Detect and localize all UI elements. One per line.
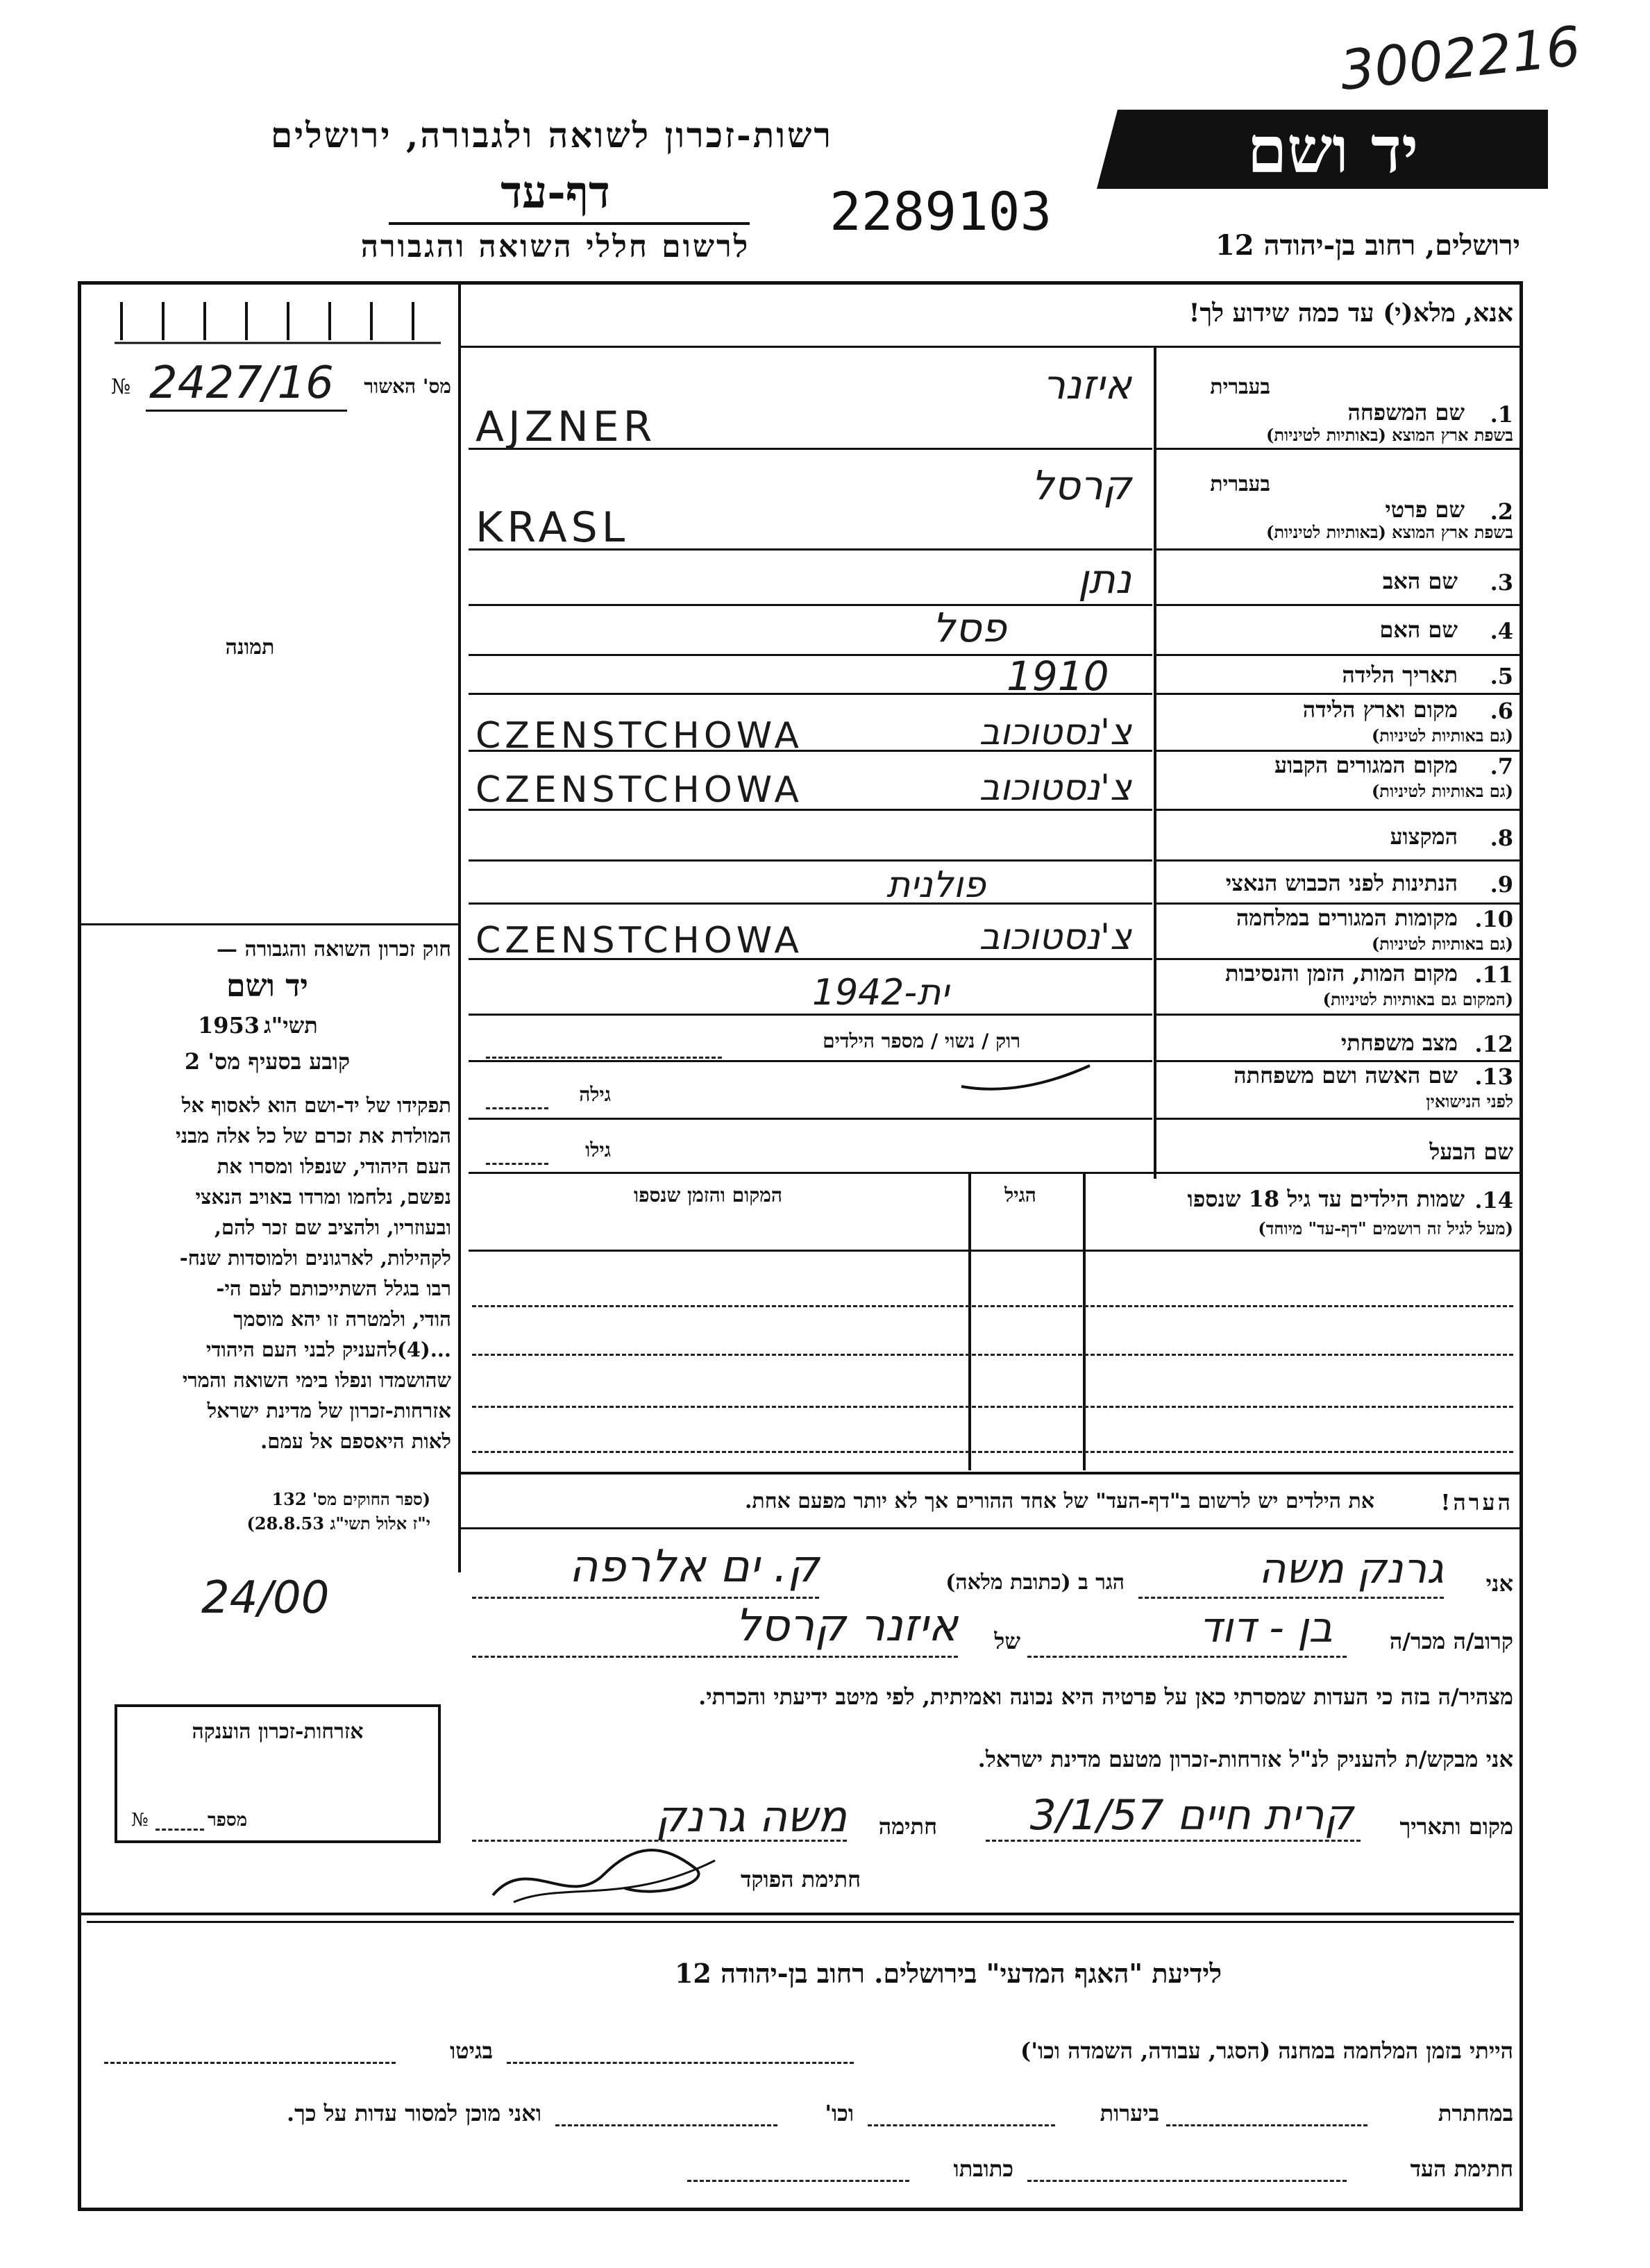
field-4-label: שם האם [1379,616,1458,643]
field-11-sub: (המקום גם באותיות לטיניות) [1322,989,1513,1009]
field-8-num: 8. [1490,825,1513,851]
field-10-sub: (גם באותיות לטיניות) [1371,934,1513,954]
decl-officer-label: חתימת הפוקד [741,1866,861,1892]
field-6-heb-value: צ'נסטוכוב [979,712,1131,753]
law-line: שהושמדו ונפלו בימי השואה והמרי [182,1368,451,1392]
husband-label: שם הבעל [1429,1139,1513,1165]
footer-attention: לידיעת "האגף המדעי" בירושלים. רחוב בן-יהודה 12 [674,1958,1222,1989]
form-number: 2289103 [830,180,1052,242]
field-13-num: 13. [1474,1064,1513,1090]
field-12-value: רוק / נשוי / מספר הילדים [823,1030,1020,1052]
field-11-value: 1942-ית [812,972,949,1014]
yad-vashem-logo [1097,104,1555,194]
decl-place-date-label: מקום ותאריך [1399,1813,1513,1840]
footer-ghetto: בגיטו [450,2038,493,2064]
field-7-latin-value: CZENSTCHOWA [475,769,803,811]
field-13-sub: לפני הנישואין [1426,1091,1513,1111]
field-12-mark [958,1055,1097,1097]
field-2-heb-value: קרסל [1031,462,1131,509]
decl-of-label: של [994,1628,1020,1654]
law-line: העם היהודי, שנפלו ומסרו את [217,1154,451,1178]
header-address: ירושלים, רחוב בן-יהודה 12 [1215,229,1520,262]
field-2-latin-value: KRASL [475,503,630,552]
field-4-value: פסל [932,604,1007,651]
field-11-label: מקום המות, הזמן והנסיבות [1224,960,1458,986]
children-col-age: הגיל [1004,1184,1036,1207]
form-subtitle: לרשום חללי השואה והגבורה [360,229,750,264]
officer-signature [486,1833,736,1916]
children-col-place: המקום והזמן שנספו [634,1184,782,1207]
field-7-num: 7. [1490,753,1513,780]
law-ref-2: י"ז אלול תשי"ג 28.8.53) [246,1513,430,1534]
children-num: 14. [1474,1187,1513,1213]
footer-address: כתובתו [953,2156,1013,2182]
field-3-num: 3. [1490,569,1513,596]
decl-request: אני מבקש/ת להעניק לנ"ל אזרחות-זכרון מטעם מדינת ישראל. [977,1746,1513,1772]
field-10-label: מקומות המגורים במלחמה [1236,905,1458,931]
children-label: שמות הילדים עד גיל 18 שנספו [1187,1186,1465,1212]
title-underline [389,222,750,225]
law-line: אזרחות-זכרון של מדינת ישראל [207,1399,451,1422]
field-1-latin-value: AJZNER [475,403,657,451]
field-10-heb-value: צ'נסטוכוב [979,916,1131,958]
decl-address-hand: ק. ים אלרפה [569,1541,819,1593]
decl-of-hand: איזנר קרסל [735,1600,958,1652]
decl-place-date-hand: קרית חיים 3/1/57 [1029,1791,1354,1840]
law-line: המולדת את זכרם של כל אלה מבני [176,1124,451,1148]
field-2-sub: בשפת ארץ המוצא (באותיות לטיניות) [1266,522,1513,542]
field-3-label: שם האב [1382,568,1458,594]
field-1-num: 1. [1490,401,1513,428]
note-label: הערה! [1440,1489,1513,1515]
decl-signature-hand: משה גרנק [655,1791,847,1842]
footer-witness-signature: חתימת העד [1410,2156,1513,2182]
decl-address-label: הגר ב (כתובת מלאה) [945,1570,1125,1595]
field-12-label: מצב משפחתי [1340,1030,1458,1056]
decl-ani: אני [1485,1570,1513,1597]
law-line: נפשם, נלחמו ומרדו באויב הנאצי [195,1185,451,1209]
intro-text: אנא, מלא(י) עד כמה שידוע לך! [1188,299,1513,328]
permit-no-sign: № [111,375,131,399]
decl-relative-label: קרוב/ה מכר/ה [1389,1628,1513,1654]
law-title: חוק זכרון השואה והגבורה — [217,937,451,961]
decl-statement: מצהיר/ה בזה כי העדות שמסרתי כאן על פרטיה היא נכונה ואמיתית, לפי מיטב ידיעתי והכרתי. [698,1683,1513,1710]
law-year-number: 1953 [198,1012,260,1039]
field-2-num: 2. [1490,498,1513,525]
field-10-latin-value: CZENSTCHOWA [475,920,803,961]
law-name: יד ושם [226,968,308,1004]
permit-number: 2427/16 [149,358,334,409]
field-10-num: 10. [1474,906,1513,932]
field-13-label: שם האשה ושם משפחתה [1234,1062,1458,1089]
citizenship-box [115,1704,441,1843]
law-line: ...(4)להעניק לבני העם היהודי [205,1338,451,1361]
law-line: ובעוזריו, ולהציב שם זכר להם, [214,1216,451,1239]
law-section: קובע בסעיף מס' 2 [184,1048,351,1075]
field-9-value: פולנית [886,864,986,906]
field-8-label: המקצוע [1390,823,1458,850]
husband-age-label: גילו [585,1139,611,1161]
decl-relation-hand: בן - דוד [1199,1604,1333,1652]
svg-text:יד ושם: יד ושם [1247,112,1419,187]
citizenship-box-no: № [131,1810,149,1831]
footer-underground: במחתרת [1438,2100,1513,2126]
footer-line1: הייתי בזמן המלחמה במחנה (הסגר, עבודה, השמדה וכו') [1020,2038,1513,2064]
field-6-label: מקום וארץ הלידה [1302,696,1458,723]
tick-marks [115,299,441,347]
field-11-num: 11. [1474,961,1513,988]
field-6-num: 6. [1490,698,1513,724]
law-line: לקהילות, לארגונים ולמוסדות שנח- [179,1246,451,1270]
law-line: לאות היאספם אל עמם. [260,1429,451,1453]
children-sub: (מעל לגיל זה רושמים "דף-עד" מיוחד) [1258,1218,1513,1238]
field-2-lang: בעברית [1210,472,1270,496]
field-12-num: 12. [1474,1031,1513,1057]
field-7-label: מקום המגורים הקבוע [1274,752,1458,778]
permit-label: מס' האשור [364,375,451,398]
handwritten-date: 24/00 [201,1572,330,1624]
field-1-heb-value: איזנר [1043,361,1131,408]
footer-ready: ואני מוכן למסור עדות על כך. [286,2100,541,2126]
footer-forests: ביערות [1100,2100,1159,2126]
field-7-sub: (גם באותיות לטיניות) [1371,781,1513,801]
field-7-heb-value: צ'נסטוכוב [979,767,1131,809]
field-2-label: שם פרטי [1385,496,1465,523]
institution-name: רשות-זכרון לשואה ולגבורה, ירושלים [270,115,833,156]
decl-signature-label: חתימה [878,1813,937,1840]
field-5-value: 1910 [1007,653,1109,700]
citizenship-box-title: אזרחות-זכרון הוענקה [192,1720,364,1744]
photo-label: תמונה [225,635,275,660]
archive-number: 3002216 [1337,15,1584,103]
field-9-num: 9. [1490,871,1513,898]
law-year-hebrew: תשי"ג [264,1012,318,1039]
field-6-sub: (גם באותיות לטיניות) [1371,725,1513,746]
law-line: תפקידו של יד-ושם הוא לאסוף אל [181,1093,451,1117]
wife-age-label: גילה [579,1083,611,1106]
law-line: הודי, ולמטרה זו יהא מוסמך [233,1307,451,1331]
note-text: את הילדים יש לרשום ב"דף-העד" של אחד ההורים אך לא יותר מפעם אחת. [744,1489,1374,1513]
decl-name-hand: גרנק משה [1258,1545,1444,1593]
footer-etc: וכו' [825,2100,854,2126]
field-6-latin-value: CZENSTCHOWA [475,715,803,757]
field-1-lang: בעברית [1210,375,1270,399]
field-1-label: שם המשפחה [1347,399,1465,426]
field-9-label: הנתינות לפני הכבוש הנאצי [1225,870,1458,896]
field-1-sub: בשפת ארץ המוצא (באותיות לטיניות) [1266,425,1513,445]
law-text [83,1090,451,1456]
law-ref-1: (ספר החוקים מס' 132 [271,1489,430,1509]
field-3-value: נתן [1077,555,1131,603]
field-4-num: 4. [1490,618,1513,644]
form-title: דף-עד [500,167,610,219]
field-5-num: 5. [1490,663,1513,689]
law-line: רבו בגלל השתייכותם לעם הי- [216,1277,451,1300]
citizenship-box-number: מספר [208,1810,248,1831]
field-5-label: תאריך הלידה [1342,662,1458,688]
